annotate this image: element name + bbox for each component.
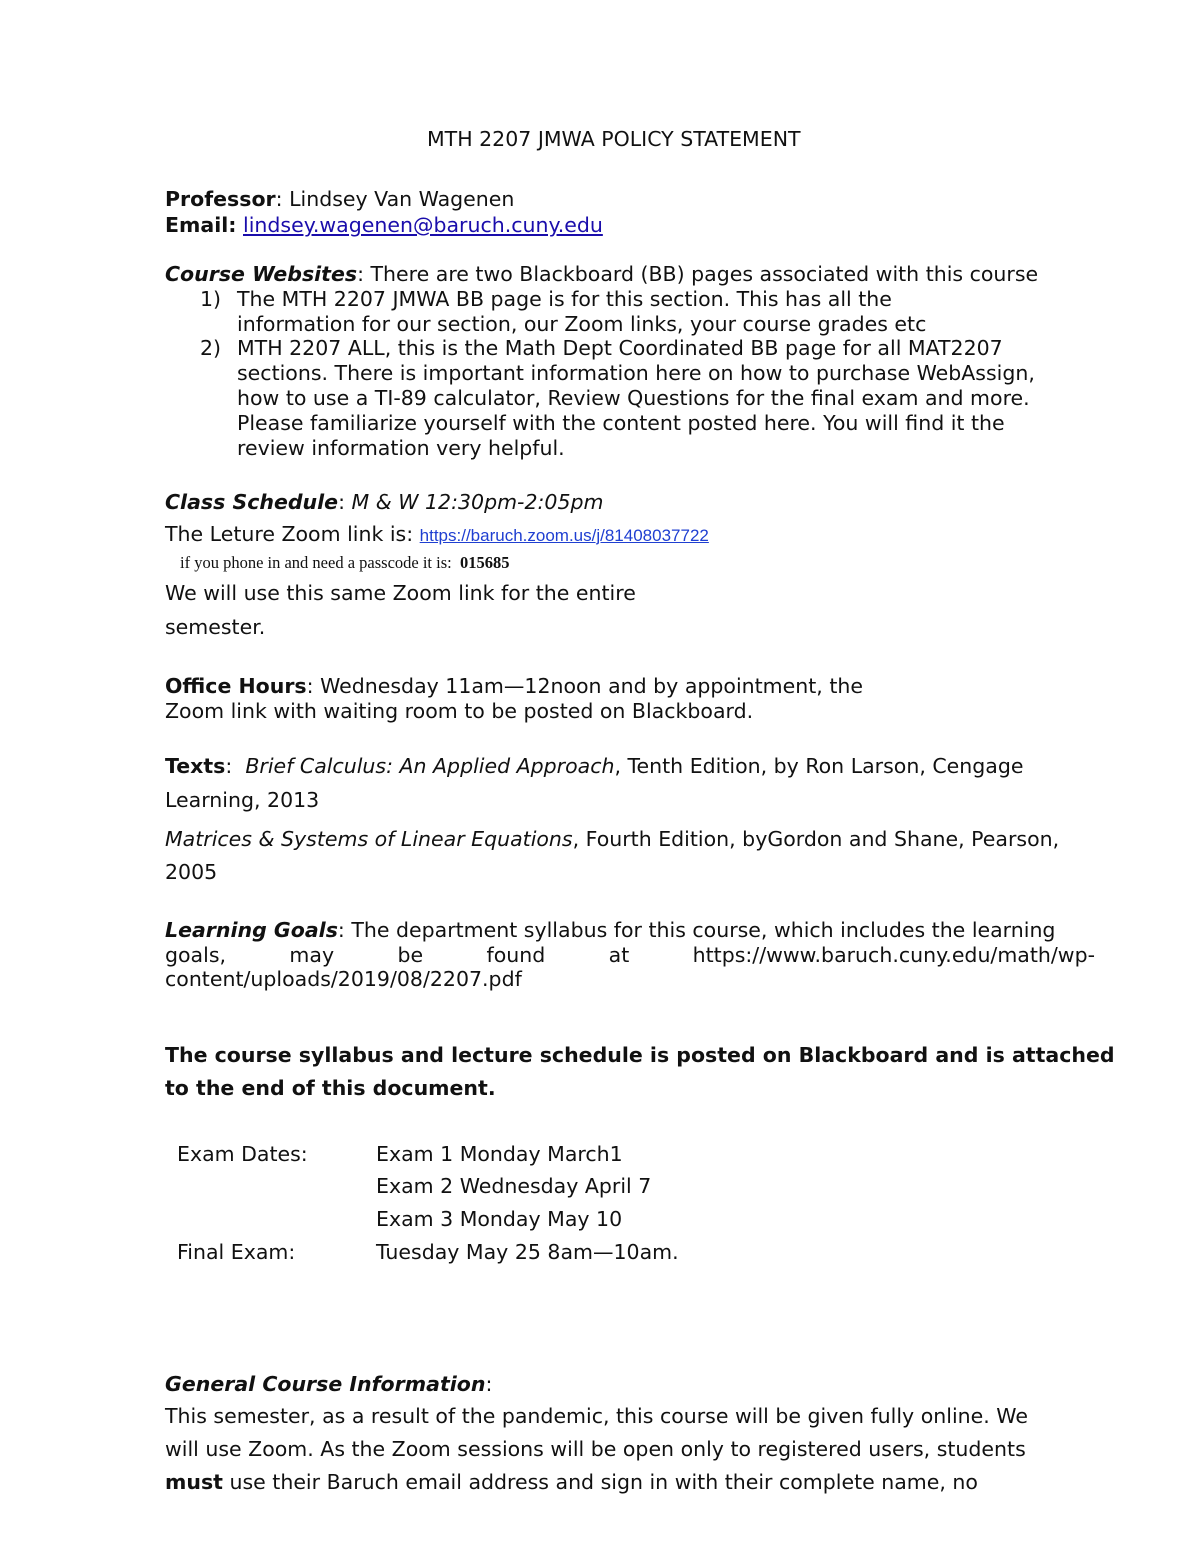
goals-word: goals, xyxy=(165,943,227,967)
schedule-value: M & W 12:30pm-2:05pm xyxy=(351,490,604,514)
office-hours-value: Wednesday 11am—12noon and by appointment, the xyxy=(320,674,863,698)
goals-text: The department syllabus for this course, which includes the learning xyxy=(351,918,1056,942)
goals-text-cont: content/uploads/2019/08/2207.pdf xyxy=(165,967,522,991)
exam-date: Exam 1 Monday March1 xyxy=(376,1142,623,1166)
exam-date: Exam 2 Wednesday April 7 xyxy=(376,1174,652,1198)
general-info-heading: General Course Information: xyxy=(165,1372,493,1396)
book1-title: Brief Calculus: An Applied Approach xyxy=(245,754,615,778)
schedule-label: Class Schedule xyxy=(165,490,339,514)
list-item-text: MTH 2207 ALL, this is the Math Dept Coordinated BB page for all MAT2207 xyxy=(237,336,1003,360)
book2-details-cont: 2005 xyxy=(165,860,218,884)
final-exam-label: Final Exam: xyxy=(177,1240,296,1264)
passcode-text: if you phone in and need a passcode it is: xyxy=(180,553,452,572)
zoom-link[interactable]: https://baruch.zoom.us/j/81408037722 xyxy=(419,526,709,545)
goals-word: found xyxy=(486,943,546,967)
websites-label: Course Websites xyxy=(165,262,358,286)
exam-dates-label: Exam Dates: xyxy=(177,1142,308,1166)
general-info-text: This semester, as a result of the pandemic, this course will be given fully online. We xyxy=(165,1404,1028,1428)
list-item-text: The MTH 2207 JMWA BB page is for this section. This has all the xyxy=(237,287,892,311)
office-hours-detail: Zoom link with waiting room to be posted on Blackboard. xyxy=(165,699,754,723)
syllabus-note-cont: to the end of this document. xyxy=(165,1076,496,1100)
email-link[interactable]: lindsey.wagenen@baruch.cuny.edu xyxy=(243,213,603,237)
book2-title: Matrices & Systems of Linear Equations xyxy=(165,827,573,851)
page-title: MTH 2207 JMWA POLICY STATEMENT xyxy=(427,127,801,151)
email-label: Email xyxy=(165,213,229,237)
list-item-number: 2) xyxy=(200,336,222,360)
websites-intro: There are two Blackboard (BB) pages associated with this course xyxy=(370,262,1039,286)
goals-line-justified xyxy=(165,945,1095,966)
list-item-text: information for our section, our Zoom links, your course grades etc xyxy=(237,312,927,336)
list-item-text: sections. There is important information here on how to purchase WebAssign, xyxy=(237,361,1035,385)
zoom-label: The Leture Zoom link is: xyxy=(165,522,414,546)
general-info-text: will use Zoom. As the Zoom sessions will be open only to registered users, students xyxy=(165,1437,1026,1461)
email-line: Email: lindsey.wagenen@baruch.cuny.edu xyxy=(165,213,603,237)
texts-line: Texts: Brief Calculus: An Applied Approach, Tenth Edition, by Ron Larson, Cengage xyxy=(165,754,1024,778)
syllabus-note: The course syllabus and lecture schedule is posted on Blackboard and is attached xyxy=(165,1043,1115,1067)
list-item-text: Please familiarize yourself with the content posted here. You will find it the xyxy=(237,411,1005,435)
office-hours-line: Office Hours: Wednesday 11am—12noon and by appointment, the xyxy=(165,674,863,698)
goals-word: be xyxy=(397,943,424,967)
list-item-text: how to use a TI-89 calculator, Review Questions for the final exam and more. xyxy=(237,386,1030,410)
goals-word: at xyxy=(608,943,630,967)
must-emphasis: must xyxy=(165,1470,223,1494)
passcode-value: 015685 xyxy=(459,553,510,572)
zoom-line xyxy=(165,524,709,545)
professor-line: Professor: Lindsey Van Wagenen xyxy=(165,187,515,211)
schedule-line: Class Schedule: M & W 12:30pm-2:05pm xyxy=(165,490,604,514)
websites-line: Course Websites: There are two Blackboard (BB) pages associated with this course xyxy=(165,262,1039,286)
passcode-line xyxy=(180,555,509,572)
professor-name: Lindsey Van Wagenen xyxy=(289,187,515,211)
goals-word: https://www.baruch.cuny.edu/math/wp- xyxy=(692,943,1095,967)
book2-details: , Fourth Edition, byGordon and Shane, Pearson, xyxy=(572,827,1060,851)
list-item-number: 1) xyxy=(200,287,222,311)
texts-label: Texts xyxy=(165,754,226,778)
book2-line xyxy=(165,829,1059,850)
professor-label: Professor xyxy=(165,187,276,211)
goals-line: Learning Goals: The department syllabus for this course, which includes the learning xyxy=(165,918,1056,942)
zoom-note: We will use this same Zoom link for the entire xyxy=(165,581,636,605)
office-hours-label: Office Hours xyxy=(165,674,307,698)
final-exam-date: Tuesday May 25 8am—10am. xyxy=(376,1240,679,1264)
book1-details: , Tenth Edition, by Ron Larson, Cengage xyxy=(614,754,1024,778)
zoom-note: semester. xyxy=(165,615,266,639)
general-info-text-rest: use their Baruch email address and sign in with their complete name, no xyxy=(222,1470,978,1494)
book1-details-cont: Learning, 2013 xyxy=(165,788,320,812)
general-info-label: General Course Information xyxy=(165,1372,486,1396)
general-info-text xyxy=(165,1472,978,1493)
exam-date: Exam 3 Monday May 10 xyxy=(376,1207,623,1231)
goals-word: may xyxy=(289,943,335,967)
list-item-text: review information very helpful. xyxy=(237,436,565,460)
goals-label: Learning Goals xyxy=(165,918,338,942)
